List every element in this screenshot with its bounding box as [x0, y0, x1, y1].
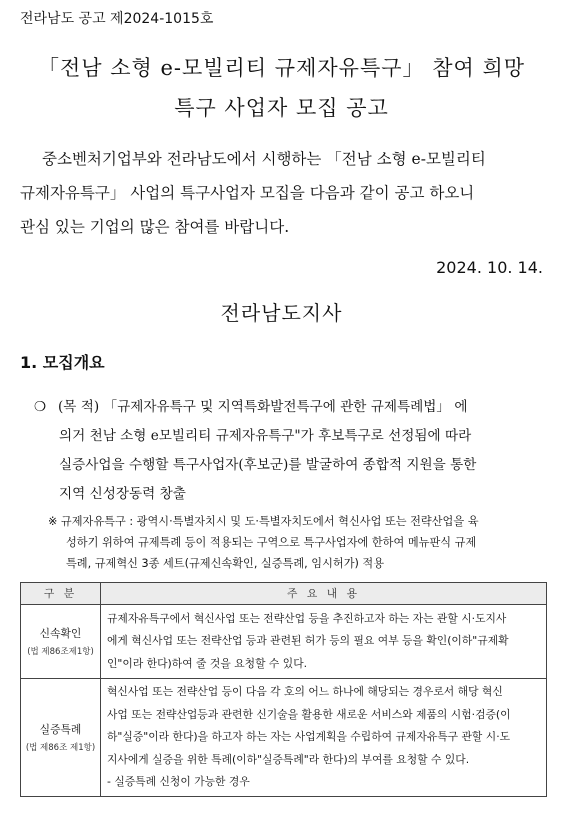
row-content-line: 혁신사업 또는 전략산업 등이 다음 각 호의 어느 하나에 해당되는 경우로서 해당 혁신 — [107, 685, 503, 699]
row-content-line: 규제자유특구에서 혁신사업 또는 전략산업 등을 추진하고자 하는 자는 관할 시·도지사 — [107, 611, 507, 625]
purpose-line-text: (목 적) 「규제자유특구 및 지역특화발전특구에 관한 규제특례법」 에 — [58, 399, 468, 415]
footnote — [48, 511, 548, 574]
row-label-law: (법 제86조 제1항) — [25, 743, 96, 753]
row-content — [101, 679, 547, 797]
notice-date: 2024. 10. 14. — [436, 258, 543, 277]
footnote-line: ※ 규제자유특구 : 광역시·특별자치시 및 도·특별자치도에서 혁신사업 또는 전략산업을 육 — [48, 515, 479, 528]
notice-number: 전라남도 공고 제2024-1015호 — [20, 11, 214, 27]
row-content-line: 지사에게 실증을 위한 특례(이하"실증특례"라 한다)의 부여를 요청할 수 있다. — [107, 752, 470, 766]
footnote-line: 특례, 규제혁신 3종 세트(규제신속확인, 실증특례, 임시허가) 적용 — [66, 557, 385, 570]
footnote-line: 성하기 위하여 규제특례 등이 적용되는 구역으로 특구사업자에 한하여 메뉴판식 규제 — [66, 536, 477, 549]
document-title-line-1: 「전남 소형 e-모빌리티 규제자유특구」 참여 희망 — [37, 56, 526, 80]
intro-line: 중소벤처기업부와 전라남도에서 시행하는 「전남 소형 e-모빌리티 — [42, 150, 486, 168]
intro-line: 규제자유특구」 사업의 특구사업자 모집을 다음과 같이 공고 하오니 — [20, 184, 475, 202]
intro-line: 관심 있는 기업의 많은 참여를 바랍니다. — [20, 218, 290, 236]
bullet-circle-icon: ❍ — [34, 399, 47, 415]
row-content-line: - 실증특례 신청이 가능한 경우 — [107, 775, 250, 789]
row-label-text: 신속확인 — [39, 627, 82, 640]
purpose-line — [34, 393, 548, 422]
section-heading: 1. 모집개요 — [20, 353, 105, 372]
table-header-row — [21, 583, 547, 605]
purpose-paragraph — [34, 393, 548, 509]
row-content-line: 인"이라 한다)하여 줄 것을 요청할 수 있다. — [107, 656, 308, 670]
regulation-table — [20, 582, 547, 797]
purpose-line: 실증사업을 수행할 특구사업자(후보군)를 발굴하여 종합적 지원을 통한 — [59, 457, 477, 473]
table-row — [21, 605, 547, 679]
row-content-line: 사업 또는 전략산업등과 관련한 신기술을 활용한 새로운 서비스와 제품의 시험·검증(이 — [107, 707, 511, 721]
table-header-content: 주 요 내 용 — [101, 583, 547, 605]
row-content — [101, 605, 547, 679]
issuing-organization: 전라남도지사 — [220, 301, 343, 325]
table-header-category: 구 분 — [21, 583, 101, 605]
row-label — [21, 605, 101, 679]
row-content-line: 하"실증"이라 한다)을 하고자 하는 자는 사업계획을 수립하여 규제자유특구 관할 시·도 — [107, 730, 511, 744]
row-label — [21, 679, 101, 797]
intro-paragraph — [20, 142, 548, 244]
row-content-line: 에게 혁신사업 또는 전략산업 등과 관련된 허가 등의 필요 여부 등을 확인(이하"규제확 — [107, 634, 509, 648]
table-row — [21, 679, 547, 797]
row-label-text: 실증특례 — [39, 723, 82, 736]
document-title-line-2: 특구 사업자 모집 공고 — [174, 96, 389, 120]
row-label-law: (법 제86조제1항) — [27, 647, 94, 657]
purpose-line: 지역 신성장동력 창출 — [59, 486, 186, 502]
purpose-line: 의거 천남 소형 e모빌리티 규제자유특구"가 후보특구로 선정됨에 따라 — [59, 428, 472, 444]
